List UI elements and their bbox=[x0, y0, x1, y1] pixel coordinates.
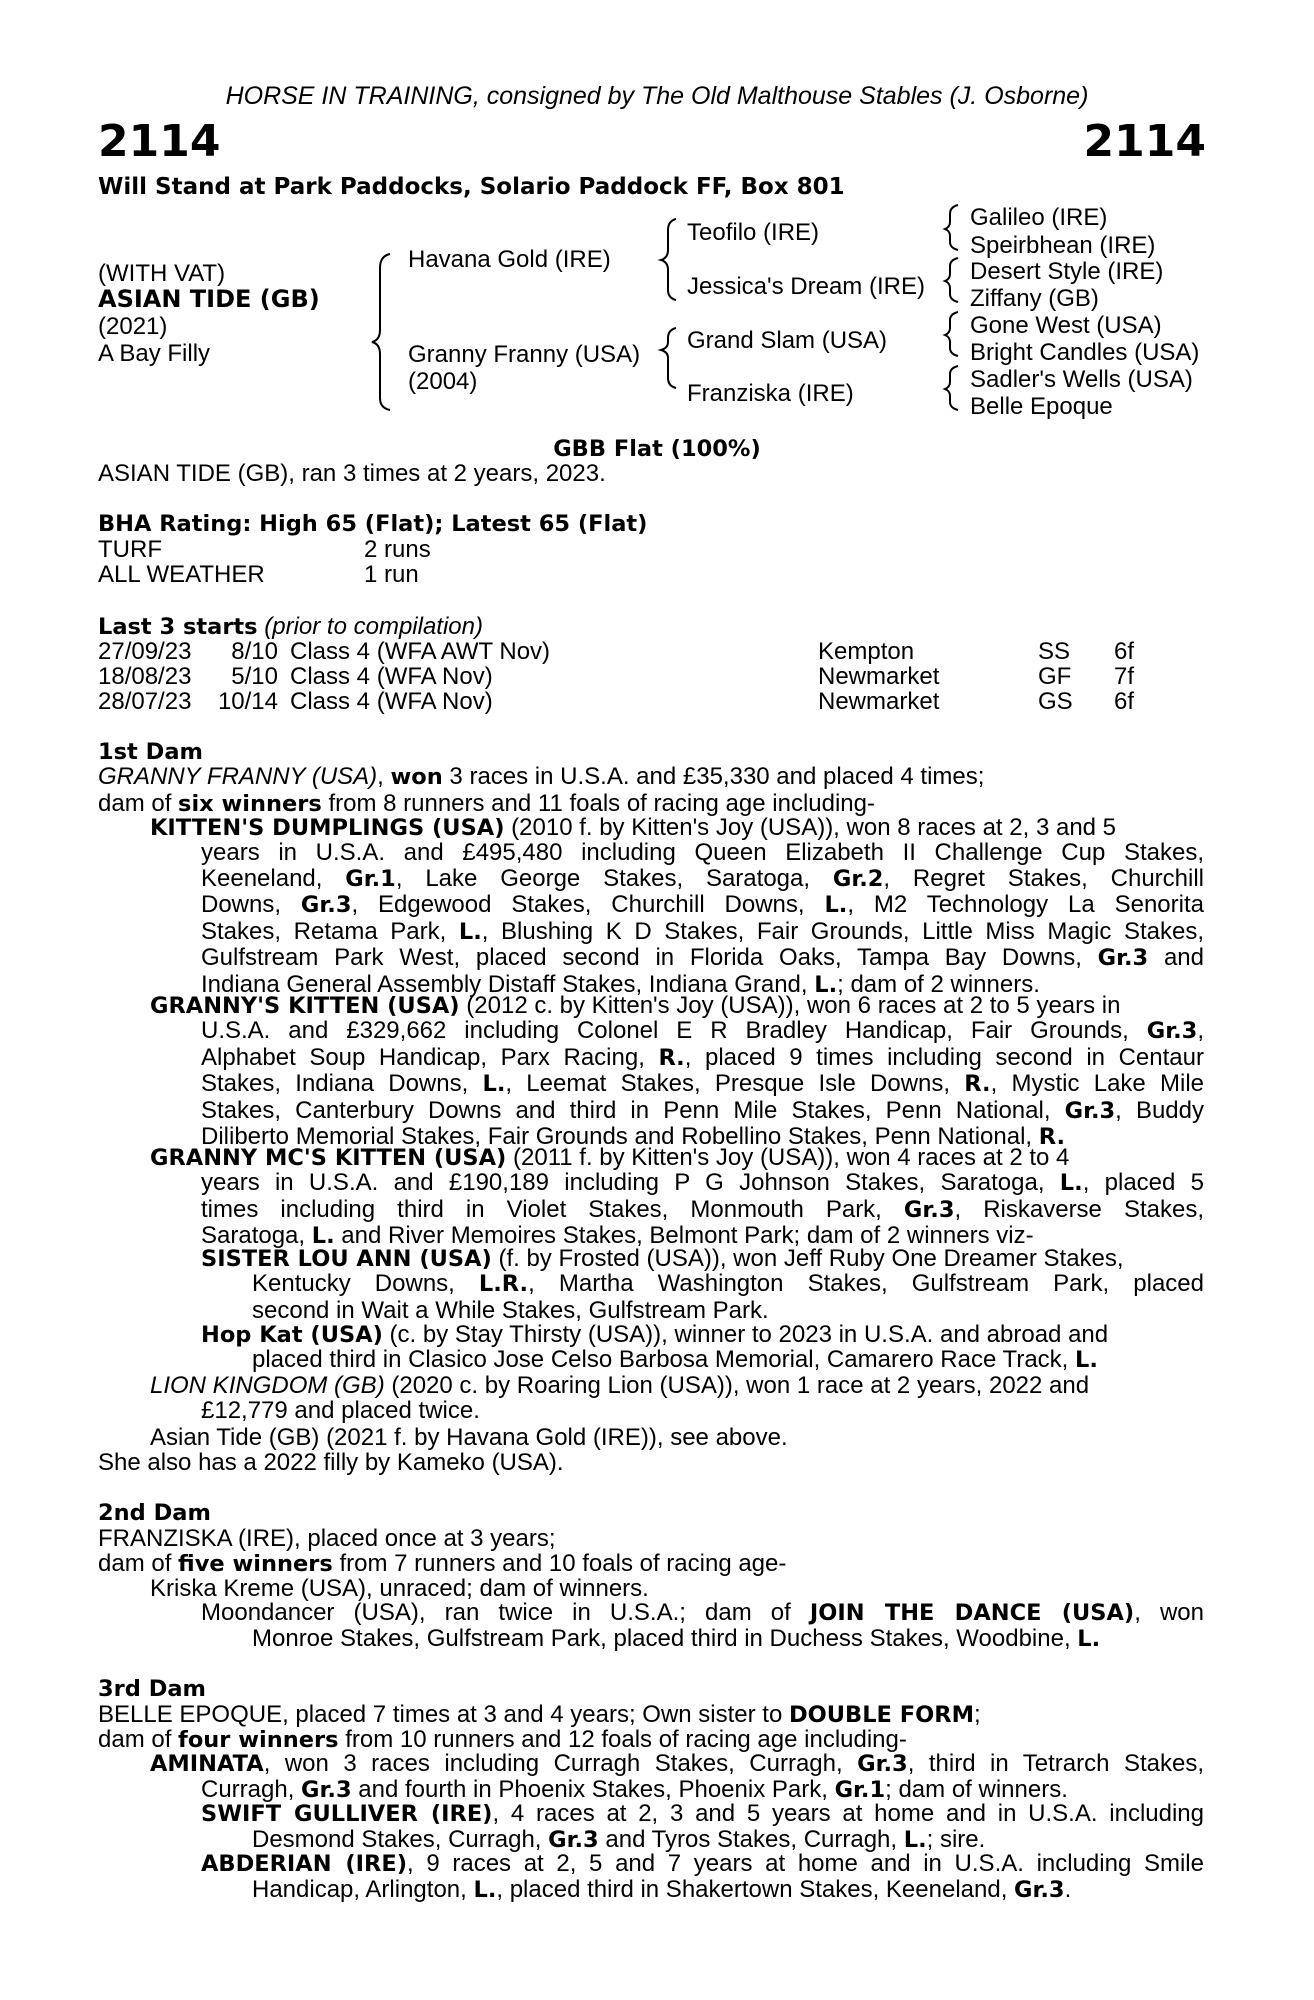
also-has-note: She also has a 2022 filly by Kameko (USA). bbox=[98, 1449, 564, 1476]
winners-count: five winners bbox=[178, 1551, 333, 1577]
progeny-kittens-dumplings-detail bbox=[201, 840, 1204, 998]
pedigree-ddd: Belle Epoque bbox=[970, 393, 1113, 420]
text: Stakes, Indiana Downs, bbox=[201, 1070, 483, 1097]
gbb-summary: ASIAN TIDE (GB), ran 3 times at 2 years, 2023. bbox=[98, 460, 606, 487]
progeny-swift-gulliver bbox=[201, 1801, 1204, 1828]
progeny-asian-tide: Asian Tide (GB) (2021 f. by Havana Gold (IRE)), see above. bbox=[150, 1424, 788, 1451]
progeny-name: KITTEN'S DUMPLINGS (USA) bbox=[150, 815, 505, 841]
progeny-moondancer bbox=[201, 1600, 1204, 1627]
text: Indiana General Assembly Distaff Stakes, Indiana Grand, bbox=[201, 970, 815, 998]
text: and fourth in Phoenix Stakes, Phoenix Park, bbox=[351, 1776, 835, 1803]
text: and River Memoires Stakes, Belmont Park; dam of 2 winners viz- bbox=[334, 1222, 1034, 1249]
start-race: Class 4 (WFA Nov) bbox=[290, 663, 493, 690]
pedigree-sire-dam: Jessica's Dream (IRE) bbox=[687, 273, 925, 300]
start-race: Class 4 (WFA Nov) bbox=[290, 688, 493, 715]
grade: L. bbox=[311, 1223, 335, 1249]
text: U.S.A. and £329,662 including Colonel E R Bradley Handicap, Fair Grounds, bbox=[201, 1017, 1147, 1044]
consignor-line: HORSE IN TRAINING, consigned by The Old Malthouse Stables (J. Osborne) bbox=[225, 82, 1089, 110]
text: , third in Tetrarch Stakes, bbox=[907, 1750, 1204, 1777]
start-date: 27/09/23 bbox=[98, 638, 192, 665]
text: Gulfstream Park West, placed second in Florida Oaks, Tampa Bay Downs, bbox=[201, 944, 1098, 971]
bracket-ds bbox=[945, 312, 958, 356]
text: Kentucky Downs, bbox=[252, 1270, 479, 1297]
bracket-ss bbox=[945, 205, 958, 250]
second-dam-line2 bbox=[98, 1550, 786, 1578]
start-position: 8/10 bbox=[231, 638, 278, 665]
progeny-name: ABDERIAN (IRE) bbox=[201, 1851, 408, 1877]
third-dam-heading: 3rd Dam bbox=[98, 1676, 206, 1702]
text: Monroe Stakes, Gulfstream Park, placed third in Duchess Stakes, Woodbine, bbox=[252, 1625, 1078, 1652]
progeny-moondancer-detail bbox=[252, 1625, 1100, 1653]
grade: Gr.3 bbox=[1014, 1877, 1065, 1903]
text: , bbox=[377, 763, 391, 790]
text: (2012 c. by Kitten's Joy (USA)), won 6 races at 2 to 5 years in bbox=[459, 992, 1121, 1019]
bracket-main bbox=[372, 254, 390, 410]
grade: L.R. bbox=[478, 1271, 529, 1297]
text: (2011 f. by Kitten's Joy (USA)), won 4 races at 2 to 4 bbox=[506, 1144, 1070, 1171]
progeny-name: AMINATA bbox=[150, 1751, 264, 1777]
start-going: GS bbox=[1038, 688, 1073, 715]
text: ; sire. bbox=[926, 1826, 986, 1853]
text: , Edgewood Stakes, Churchill Downs, bbox=[351, 891, 825, 918]
rating-surface-turf: TURF bbox=[98, 536, 162, 563]
text: , placed 9 times including second in Centaur bbox=[684, 1043, 1204, 1071]
last-starts-heading bbox=[98, 613, 483, 641]
progeny-aminata bbox=[150, 1751, 1204, 1778]
pedigree-sss: Galileo (IRE) bbox=[970, 204, 1108, 231]
grade: R. bbox=[964, 1071, 991, 1097]
progeny-name: SISTER LOU ANN (USA) bbox=[201, 1246, 492, 1272]
text: , Riskaverse Stakes, bbox=[954, 1195, 1204, 1223]
text: times including third in Violet Stakes, Monmouth Park, bbox=[201, 1195, 904, 1223]
progeny-name: GRANNY MC'S KITTEN (USA) bbox=[150, 1145, 507, 1171]
text: and bbox=[1148, 944, 1204, 971]
progeny-name: GRANNY'S KITTEN (USA) bbox=[150, 993, 460, 1019]
last-starts-note: (prior to compilation) bbox=[264, 613, 483, 640]
progeny-hop-kat bbox=[201, 1322, 1204, 1349]
grade: L. bbox=[814, 971, 838, 998]
winners-count: four winners bbox=[178, 1727, 339, 1753]
start-distance: 6f bbox=[1114, 688, 1135, 715]
progeny-granny-mcs-kitten-detail bbox=[201, 1170, 1204, 1250]
text: and Tyros Stakes, Curragh, bbox=[598, 1826, 904, 1853]
horse-description: A Bay Filly bbox=[98, 340, 211, 367]
text: , Leemat Stakes, Presque Isle Downs, bbox=[505, 1070, 965, 1097]
sister-name: DOUBLE FORM bbox=[788, 1702, 974, 1728]
text: from 7 runners and 10 foals of racing age- bbox=[332, 1550, 787, 1577]
start-distance: 7f bbox=[1114, 663, 1135, 690]
pedigree-sdd: Ziffany (GB) bbox=[970, 285, 1099, 312]
text: ; dam of 2 winners. bbox=[837, 970, 1040, 998]
horse-name: ASIAN TIDE (GB) bbox=[98, 285, 320, 313]
progeny-abderian-detail bbox=[252, 1876, 1071, 1904]
grade: Gr.2 bbox=[832, 865, 884, 892]
rating-surface-aw: ALL WEATHER bbox=[98, 561, 265, 588]
vat-note: (WITH VAT) bbox=[98, 260, 226, 287]
text: ; dam of winners. bbox=[885, 1776, 1068, 1803]
text: Handicap, Arlington, bbox=[252, 1876, 474, 1903]
progeny-kriska-kreme: Kriska Kreme (USA), unraced; dam of winners. bbox=[150, 1575, 649, 1602]
text: Curragh, bbox=[201, 1776, 302, 1803]
first-dam-intro bbox=[98, 764, 1208, 817]
grade: L. bbox=[458, 918, 482, 945]
start-course: Newmarket bbox=[818, 663, 940, 690]
rating-runs-aw: 1 run bbox=[364, 561, 419, 588]
progeny-abderian bbox=[201, 1851, 1204, 1878]
text: BELLE EPOQUE, placed 7 times at 3 and 4 years; Own sister to bbox=[98, 1701, 789, 1728]
pedigree-sire-sire: Teofilo (IRE) bbox=[687, 219, 820, 246]
grade: L. bbox=[1059, 1170, 1083, 1196]
start-course: Newmarket bbox=[818, 688, 940, 715]
dam-name: GRANNY FRANNY (USA) bbox=[98, 763, 378, 790]
text: Diliberto Memorial Stakes, Fair Grounds and Robellino Stakes, Penn National, bbox=[201, 1123, 1039, 1150]
text: , bbox=[1197, 1017, 1204, 1044]
bracket-sire bbox=[661, 219, 676, 300]
bracket-dd bbox=[945, 366, 958, 410]
text: years in U.S.A. and £190,189 including P G Johnson Stakes, Saratoga, bbox=[201, 1169, 1060, 1196]
start-date: 18/08/23 bbox=[98, 663, 192, 690]
pedigree-dam-year: (2004) bbox=[408, 368, 478, 395]
progeny-name: Hop Kat (USA) bbox=[201, 1322, 383, 1348]
text: placed third in Clasico Jose Celso Barbosa Memorial, Camarero Race Track, bbox=[252, 1346, 1075, 1373]
start-race: Class 4 (WFA AWT Nov) bbox=[290, 638, 551, 665]
text: Stakes, Canterbury Downs and third in Penn Mile Stakes, Penn National, bbox=[201, 1096, 1065, 1124]
bha-rating-title: BHA Rating: High 65 (Flat); Latest 65 (Flat) bbox=[98, 511, 648, 537]
grade: Gr.1 bbox=[834, 1777, 886, 1803]
grade: L. bbox=[1075, 1347, 1098, 1373]
grade: Gr.3 bbox=[1146, 1018, 1198, 1044]
stand-location: Will Stand at Park Paddocks, Solario Paddock FF, Box 801 bbox=[98, 174, 845, 200]
progeny-name: SWIFT GULLIVER (IRE) bbox=[201, 1801, 493, 1827]
text: Desmond Stakes, Curragh, bbox=[252, 1826, 549, 1853]
first-dam-heading: 1st Dam bbox=[98, 739, 203, 765]
progeny-granny-mcs-kitten bbox=[150, 1145, 1204, 1172]
third-dam-line1 bbox=[98, 1701, 981, 1729]
text: (2020 c. by Roaring Lion (USA)), won 1 race at 2 years, 2022 and bbox=[384, 1372, 1090, 1399]
progeny-hop-kat-detail bbox=[252, 1347, 1204, 1374]
grade: L. bbox=[473, 1877, 497, 1903]
progeny-lion-kingdom-detail bbox=[201, 1398, 1204, 1424]
bracket-dam bbox=[661, 328, 676, 388]
grade: L. bbox=[482, 1071, 506, 1097]
start-course: Kempton bbox=[818, 638, 915, 665]
text: from 10 runners and 12 foals of racing age including- bbox=[338, 1726, 907, 1753]
grade: L. bbox=[903, 1827, 927, 1853]
winners-count: six winners bbox=[178, 790, 322, 817]
pedigree-dsd: Bright Candles (USA) bbox=[970, 339, 1200, 366]
text: , Buddy bbox=[1115, 1096, 1204, 1124]
text: , placed third in Shakertown Stakes, Keeneland, bbox=[496, 1876, 1015, 1903]
text: (2010 f. by Kitten's Joy (USA)), won 8 races at 2, 3 and 5 bbox=[504, 814, 1117, 841]
lot-number-right: 2114 bbox=[1083, 116, 1206, 167]
start-going: SS bbox=[1038, 638, 1071, 665]
text: (f. by Frosted (USA)), won Jeff Ruby One Dreamer Stakes, bbox=[491, 1245, 1124, 1272]
grade: L. bbox=[1077, 1626, 1101, 1652]
text: , won bbox=[1134, 1599, 1204, 1626]
grade: L. bbox=[824, 892, 848, 918]
text: years in U.S.A. and £495,480 including Queen Elizabeth II Challenge Cup Stakes, bbox=[201, 839, 1204, 866]
text: dam of bbox=[98, 1726, 179, 1753]
text: , placed 5 bbox=[1082, 1169, 1204, 1196]
pedigree-dds: Sadler's Wells (USA) bbox=[970, 366, 1193, 393]
text: ; bbox=[973, 1701, 981, 1728]
rating-runs-turf: 2 runs bbox=[364, 536, 431, 563]
text: Keeneland, bbox=[201, 864, 346, 892]
pedigree-dss: Gone West (USA) bbox=[970, 312, 1162, 339]
text: Saratoga, bbox=[201, 1222, 312, 1249]
progeny-sister-lou-ann bbox=[201, 1246, 1204, 1273]
text: , Blushing K D Stakes, Fair Grounds, Little Miss Magic Stakes, bbox=[481, 917, 1205, 945]
text: Stakes, Retama Park, bbox=[201, 917, 459, 945]
pedigree-sire: Havana Gold (IRE) bbox=[408, 246, 611, 273]
text: (c. by Stay Thirsty (USA)), winner to 2023 in U.S.A. and abroad and bbox=[382, 1321, 1109, 1348]
text: 3 races in U.S.A. and £35,330 and placed 4 times; bbox=[442, 763, 985, 790]
gbb-title: GBB Flat (100%) bbox=[553, 436, 761, 462]
progeny-grannys-kitten bbox=[150, 993, 1204, 1020]
text: Downs, bbox=[201, 891, 301, 918]
grade: Gr.3 bbox=[1064, 1097, 1116, 1124]
pedigree-dam-sire: Grand Slam (USA) bbox=[687, 327, 888, 354]
grade: Gr.3 bbox=[301, 1777, 352, 1803]
text: dam of bbox=[98, 1550, 179, 1577]
progeny-sister-lou-ann-detail bbox=[252, 1271, 1204, 1323]
start-going: GF bbox=[1038, 663, 1072, 690]
grade: Gr.3 bbox=[548, 1827, 599, 1853]
text: Moondancer (USA), ran twice in U.S.A.; dam of bbox=[201, 1599, 810, 1626]
pedigree-dam-dam: Franziska (IRE) bbox=[687, 380, 854, 407]
text: , 4 races at 2, 3 and 5 years at home and in U.S.A. including bbox=[492, 1800, 1205, 1827]
text: Alphabet Soup Handicap, Parx Racing, bbox=[201, 1043, 659, 1071]
text: . bbox=[1064, 1876, 1072, 1903]
pedigree-dam: Granny Franny (USA) bbox=[408, 341, 641, 368]
text: from 8 runners and 11 foals of racing age including- bbox=[321, 789, 875, 817]
pedigree-ssd: Speirbhean (IRE) bbox=[970, 232, 1156, 259]
grade: Gr.3 bbox=[1097, 945, 1149, 971]
start-date: 28/07/23 bbox=[98, 688, 192, 715]
progeny-grannys-kitten-detail bbox=[201, 1018, 1204, 1151]
text: , 9 races at 2, 5 and 7 years at home and in U.S.A. including Smile bbox=[407, 1850, 1204, 1877]
text: dam of bbox=[98, 789, 179, 817]
last-starts-title: Last 3 starts bbox=[98, 614, 258, 640]
grade: Gr.3 bbox=[903, 1196, 955, 1223]
second-dam-line1: FRANZISKA (IRE), placed once at 3 years; bbox=[98, 1525, 556, 1552]
bracket-sd bbox=[945, 258, 958, 302]
text: £12,779 and placed twice. bbox=[201, 1397, 480, 1424]
second-dam-heading: 2nd Dam bbox=[98, 1500, 211, 1526]
text: second in Wait a While Stakes, Gulfstream Park. bbox=[252, 1296, 769, 1324]
start-distance: 6f bbox=[1114, 638, 1135, 665]
start-position: 5/10 bbox=[231, 663, 278, 690]
text: , Martha Washington Stakes, Gulfstream Park, placed bbox=[528, 1270, 1204, 1297]
grade: R. bbox=[1038, 1124, 1066, 1150]
text: , M2 Technology La Senorita bbox=[847, 891, 1204, 918]
start-position: 10/14 bbox=[217, 688, 278, 715]
pedigree-sds: Desert Style (IRE) bbox=[970, 258, 1164, 285]
won-text: won bbox=[390, 764, 443, 790]
grade: R. bbox=[658, 1044, 685, 1071]
text: , Regret Stakes, Churchill bbox=[883, 864, 1205, 892]
progeny-lion-kingdom bbox=[150, 1373, 1204, 1399]
progeny-kittens-dumplings bbox=[150, 815, 1204, 842]
horse-year: (2021) bbox=[98, 313, 168, 340]
grade: Gr.3 bbox=[300, 892, 352, 918]
grade: Gr.1 bbox=[345, 865, 396, 892]
progeny-name: JOIN THE DANCE (USA) bbox=[809, 1600, 1135, 1626]
progeny-name: LION KINGDOM (GB) bbox=[150, 1372, 385, 1399]
text: , Mystic Lake Mile bbox=[990, 1070, 1204, 1097]
text: , Lake George Stakes, Saratoga, bbox=[395, 864, 833, 892]
grade: Gr.3 bbox=[857, 1751, 908, 1777]
text: , won 3 races including Curragh Stakes, Curragh, bbox=[263, 1750, 858, 1777]
lot-number-left: 2114 bbox=[98, 116, 221, 167]
